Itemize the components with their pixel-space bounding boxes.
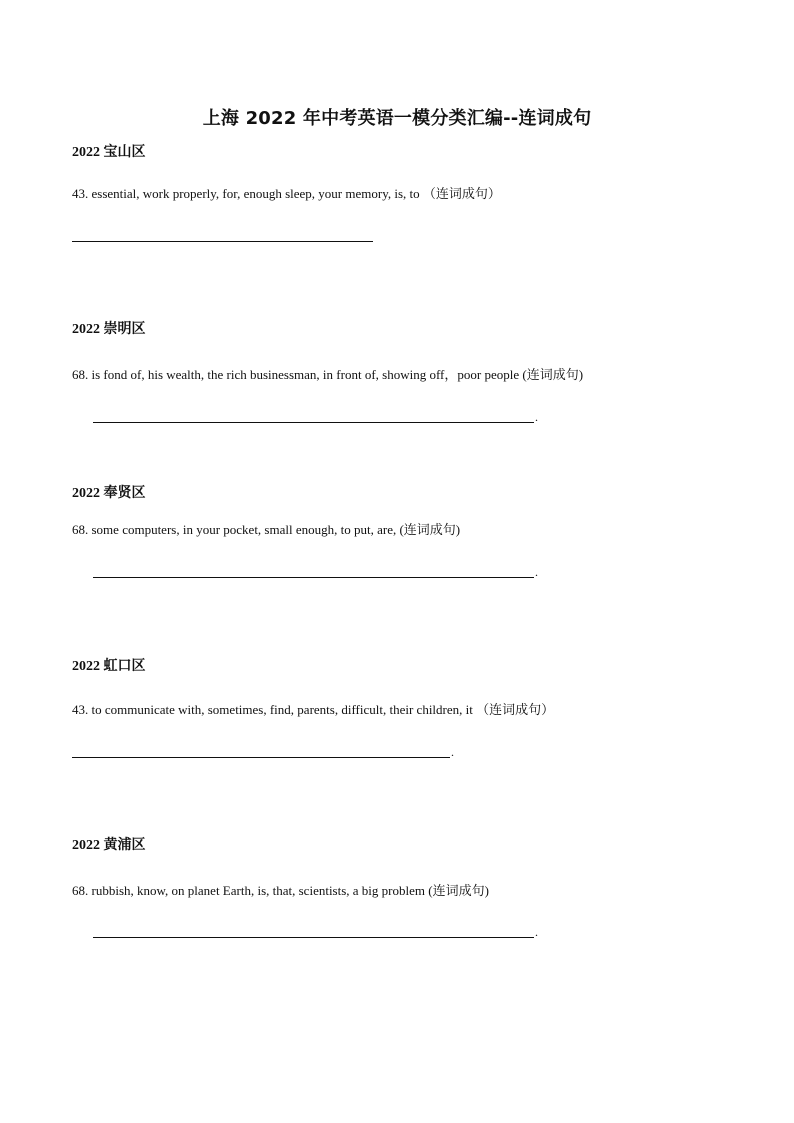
answer-period-hongkou: . [451, 745, 454, 759]
question-chongming-68: 68. is fond of, his wealth, the rich businessman, in front of, showing off，poor people (连词成句) [72, 367, 584, 382]
answer-line-huangpu[interactable] [93, 937, 534, 938]
section-heading-chongming: 2022 崇明区 [72, 322, 146, 337]
question-huangpu-68: 68. rubbish, know, on planet Earth, is, that, scientists, a big problem (连词成句) [72, 883, 489, 898]
question-baoshan-43: 43. essential, work properly, for, enough sleep, your memory, is, to （连词成句） [72, 186, 501, 201]
question-hongkou-43: 43. to communicate with, sometimes, find, parents, difficult, their children, it （连词成句） [72, 702, 555, 717]
section-heading-huangpu: 2022 黄浦区 [72, 838, 146, 853]
question-fengxian-68: 68. some computers, in your pocket, small enough, to put, are, (连词成句) [72, 522, 461, 537]
answer-period-chongming: . [535, 410, 538, 424]
page-title: 上海 2022 年中考英语一模分类汇编--连词成句 [202, 108, 592, 129]
answer-line-baoshan[interactable] [72, 241, 373, 242]
answer-period-fengxian: . [535, 565, 538, 579]
answer-period-huangpu: . [535, 925, 538, 939]
answer-line-chongming[interactable] [93, 422, 534, 423]
section-heading-baoshan: 2022 宝山区 [72, 145, 146, 160]
answer-line-fengxian[interactable] [93, 577, 534, 578]
section-heading-fengxian: 2022 奉贤区 [72, 486, 146, 501]
section-heading-hongkou: 2022 虹口区 [72, 659, 146, 674]
answer-line-hongkou[interactable] [72, 757, 450, 758]
